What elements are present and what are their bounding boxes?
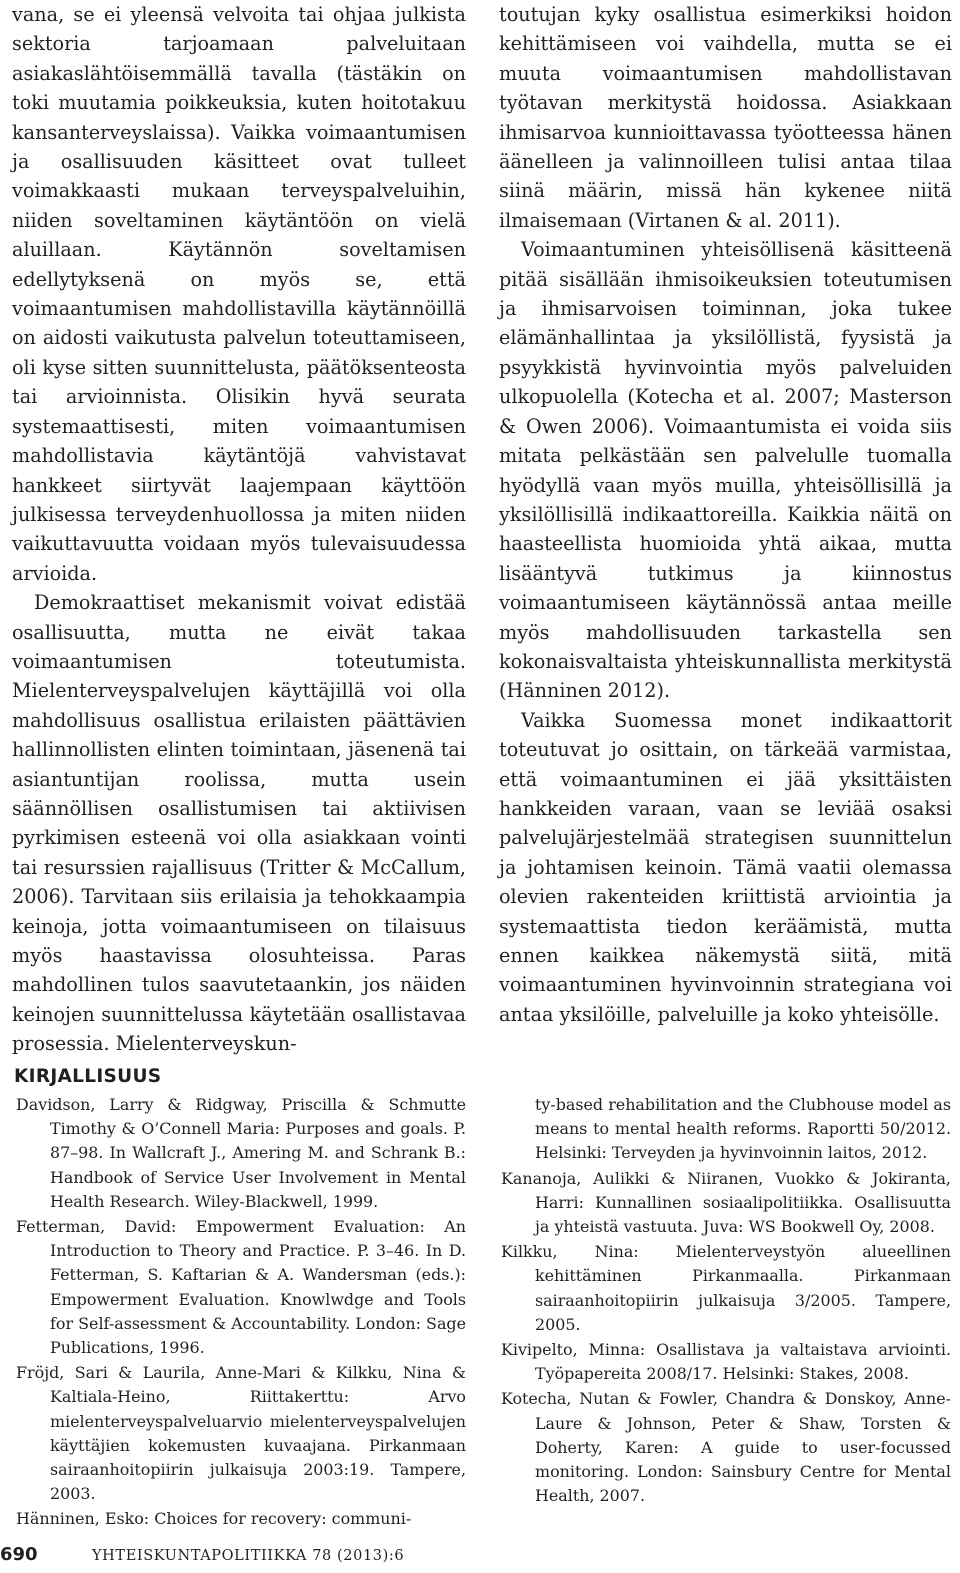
reference-entry: Fetterman, David: Empowerment Evaluation: An Introduction to Theory and Practice. P. 3–46. In D. Fetterman, S. Kaftarian & A. Wandersman (eds.): Empowerment Evaluation. Knowlwdge and Tools for Self-assessment & Accountability. London: Sage Publications, 1996. bbox=[16, 1217, 466, 1358]
body-paragraph: vana, se ei yleensä velvoita tai ohjaa julkista sektoria tarjoamaan palveluitaan asiakaslähtöisemmällä tavalla (tästäkin on toki muutamia poikkeuksia, kuten hoitotakuu kansanterveyslaissa). Vaikka voimaantumisen ja osallisuuden käsitteet ovat tulleet voimakkaasti mukaan terveyspalveluihin, niiden soveltaminen käytäntöön on vielä aluillaan. Käytännön soveltamisen edellytyksenä on myös se, että voimaantumisen mahdollistavilla käytännöillä on aidosti vaikutusta palvelun toteuttamiseen, oli kyse sitten suunnittelusta, päätöksenteosta tai arvioinnista. Olisikin hyvä seurata systemaattisesti, miten voimaantumisen mahdollistavia käytäntöjä vahvistavat hankkeet siirtyvät laajempaan käyttöön julkisessa terveydenhuollossa ja miten niiden vaikuttavuutta voidaan myös tulevaisuudessa arvioida. bbox=[12, 3, 466, 585]
reference-entry: Davidson, Larry & Ridgway, Priscilla & Schmutte Timothy & O’Connell Maria: Purposes and goals. P. 87–98. In Wallcraft J., Amering M. and Schrank B.: Handbook of Service User Involvement in Mental Health Research. Wiley-Blackwell, 1999. bbox=[16, 1095, 466, 1211]
references-heading: KIRJALLISUUS bbox=[14, 1066, 162, 1087]
reference-entry: Kilkku, Nina: Mielenterveystyön alueellinen kehittäminen Pirkanmaalla. Pirkanmaan sairaanhoitopiirin julkaisuja 3/2005. Tampere, 2005. bbox=[501, 1242, 951, 1334]
reference-entry: Hänninen, Esko: Choices for recovery: communi- bbox=[16, 1509, 412, 1529]
reference-entry: Fröjd, Sari & Laurila, Anne-Mari & Kilkku, Nina & Kaltiala-Heino, Riittakerttu: Arvo mielenterveyspalveluarvio mielenterveyspalvelujen käyttäjien kokemusten kuvaajana. Pirkanmaan sairaanhoitopiirin julkaisuja 2003:19. Tampere, 2003. bbox=[16, 1363, 466, 1504]
reference-entry: Kivipelto, Minna: Osallistava ja valtaistava arviointi. Työpapereita 2008/17. Helsinki: Stakes, 2008. bbox=[501, 1340, 951, 1384]
page-number: 690 bbox=[0, 1544, 38, 1565]
reference-entry-continuation: ty-based rehabilitation and the Clubhouse model as means to mental health reforms. Raportti 50/2012. Helsinki: Terveyden ja hyvinvoinnin laitos, 2012. bbox=[535, 1095, 951, 1163]
references-left-column bbox=[16, 1093, 466, 1533]
page-footer bbox=[0, 1544, 960, 1570]
body-paragraph: Voimaantuminen yhteisöllisenä käsitteenä pitää sisällään ihmisoikeuksien toteutumisen ja ihmisarvoisen toiminnan, joka tukee elämänhallintaa ja yksilöllistä, fyysistä ja psyykkistä hyvinvointia myös palveluiden ulkopuolella (Kotecha et al. 2007; Masterson & Owen 2006). Voimaantumista ei voida siis mitata pelkästään sen palvelulle tuomalla hyödyllä vaan myös muilla, yhteisöllisillä ja yksilöllisillä indikaattoreilla. Kaikkia näitä on haasteellista huomioida yhtä aikaa, mutta lisääntyvä tutkimus ja kiinnostus voimaantumiseen käytännössä antaa meille myös mahdollisuuden tarkastella sen kokonaisvaltaista yhteiskunnallista merkitystä (Hänninen 2012). bbox=[499, 238, 952, 703]
references-right-column bbox=[501, 1093, 951, 1509]
body-paragraph: Vaikka Suomessa monet indikaattorit toteutuvat jo osittain, on tärkeää varmistaa, että voimaantuminen ei jää yksittäisten hankkeiden varaan, vaan se leviää osaksi palvelujärjestelmää strategisen suunnittelun ja johtamisen keinoin. Tämä vaatii olemassa olevien rakenteiden kriittistä arviointia ja systemaattista tiedon keräämistä, mutta ennen kaikkea näkemystä siitä, mitä voimaantuminen hyvinvoinnin strategiana voi antaa yksilöille, palveluille ja koko yhteisölle. bbox=[499, 708, 952, 1026]
left-text-column bbox=[12, 0, 466, 1059]
body-paragraph: Demokraattiset mekanismit voivat edistää osallisuutta, mutta ne eivät takaa voimaantumisen toteutumista. Mielenterveyspalvelujen käyttäjillä voi olla mahdollisuus osallistua erilaisten päättävien hallinnollisten elinten toimintaan, jäsenenä tai asiantuntijan roolissa, mutta usein säännöllisen osallistumisen tai aktiivisen pyrkimisen esteenä voi olla asiakkaan vointi tai resurssien rajallisuus (Tritter & McCallum, 2006). Tarvitaan siis erilaisia ja tehokkaampia keinoja, jotta voimaantumiseen on tilaisuus myös haastavissa olosuhteissa. Paras mahdollinen tulos saavutetaankin, jos näiden keinojen suunnittelussa käytetään osallistavaa prosessia. Mielenterveyskun- bbox=[12, 591, 466, 1056]
journal-name: YHTEISKUNTAPOLITIIKKA 78 (2013):6 bbox=[92, 1548, 405, 1564]
body-paragraph: toutujan kyky osallistua esimerkiksi hoidon kehittämiseen voi vaihdella, mutta se ei muuta voimaantumisen mahdollistavan työtavan merkitystä hoidossa. Asiakkaan ihmisarvoa kunnioittavassa työotteessa hänen äänelleen ja valinnoilleen tulisi antaa tilaa siinä määrin, missä hän kykenee niitä ilmaisemaan (Virtanen & al. 2011). bbox=[499, 3, 952, 232]
right-text-column bbox=[499, 0, 952, 1029]
reference-entry: Kotecha, Nutan & Fowler, Chandra & Donskoy, Anne-Laure & Johnson, Peter & Shaw, Torsten & Doherty, Karen: A guide to user-focussed monitoring. London: Sainsbury Centre for Mental Health, 2007. bbox=[501, 1389, 951, 1506]
reference-entry: Kananoja, Aulikki & Niiranen, Vuokko & Jokiranta, Harri: Kunnallinen sosiaalipolitiikka. Osallisuutta ja yhteistä vastuuta. Juva: WS Bookwell Oy, 2008. bbox=[501, 1168, 951, 1237]
